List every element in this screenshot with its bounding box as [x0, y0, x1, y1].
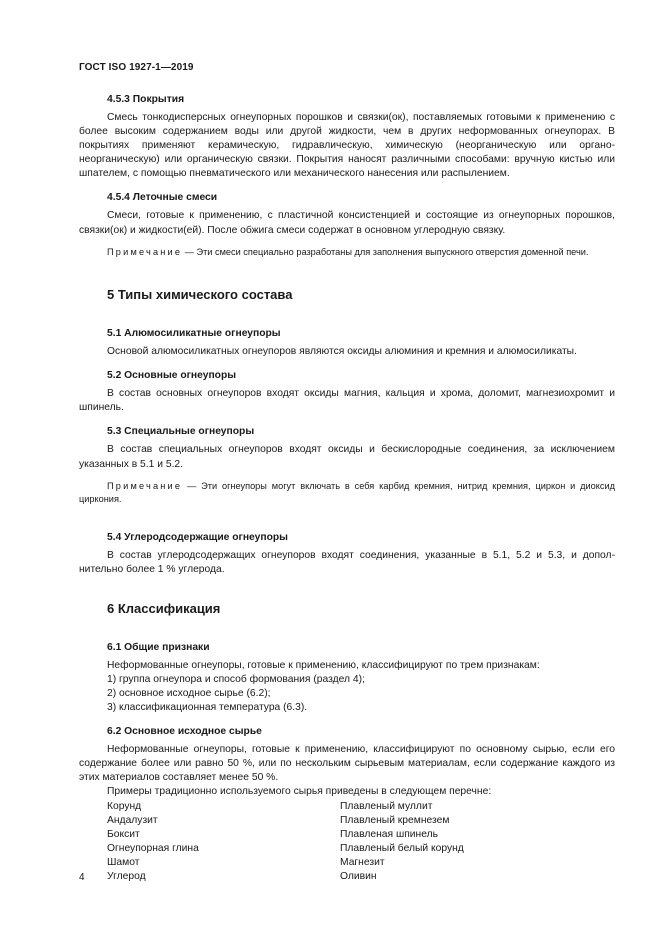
- material-right: Оливин: [340, 871, 377, 883]
- materials-row: [79, 870, 615, 884]
- heading-4-5-4: 4.5.4 Леточные смеси: [107, 192, 218, 204]
- note-text: — Эти смеси специально разработаны для заполнения выпускного отверстия доменной печи.: [182, 246, 589, 257]
- material-right: Плавленый кремнезем: [340, 814, 450, 826]
- material-left: Углерод: [107, 871, 146, 883]
- material-right: Плавленый муллит: [340, 800, 433, 812]
- note-5-3: [79, 480, 615, 507]
- list-item: 3) классификационная температура (6.3).: [107, 702, 308, 714]
- material-left: Боксит: [107, 828, 140, 840]
- heading-4-5-3: 4.5.3 Покрытия: [107, 94, 185, 105]
- note-text: — Эти огнеупоры могут включать в себя карбид кремния, нитрид кремния, циркон и диоксид циркония.: [79, 480, 615, 505]
- list-item: 2) основное исходное сырье (6.2);: [107, 688, 271, 699]
- page-number: 4: [79, 872, 85, 883]
- page-content: [79, 93, 615, 884]
- material-right: Магнезит: [340, 856, 385, 868]
- heading-5-4: 5.4 Углеродсодержащие огнеупоры: [107, 531, 288, 543]
- material-right: Плавленый белый корунд: [340, 842, 464, 854]
- paragraph-5-1: Основой алюмосиликатных огнеупоров являются оксиды алюминия и кремния и алюмосиликаты.: [107, 346, 577, 358]
- material-left: Огнеупорная глина: [107, 842, 199, 854]
- paragraph-5-2: В состав основных огнеупоров входят оксиды магния, кальция и хрома, доломит, магнезиохромит и шпинель.: [79, 388, 615, 414]
- section-6-title: 6 Классификация: [107, 600, 221, 616]
- heading-5-3: 5.3 Специальные огнеупоры: [107, 426, 255, 438]
- examples-intro: Примеры традиционно используемого сырья приведены в следующем перечне:: [107, 786, 492, 798]
- note-4-5-4: [79, 246, 615, 260]
- paragraph-5-4: В состав углеродсодержащих огнеупоров входят соединения, указанные в 5.1, 5.2 и 5.3, и дополнительно более 1 % углерода.: [79, 549, 615, 575]
- heading-6-2: 6.2 Основное исходное сырье: [107, 726, 262, 738]
- note-label: Примечание: [107, 246, 183, 257]
- paragraph-4-5-4: Смеси, готовые к применению, с пластичной консистенцией и состоящие из огнеупорных порошков, связки(ок) и жидкости(ей). После обжига смеси содержат в основном углеродную связку.: [79, 210, 615, 236]
- paragraph-4-5-3: Смесь тонкодисперсных огнеупорных порошков и связки(ок), поставляемых готовыми к применению с более высоким содержанием воды или другой жидкости, чем в других неформованных огнеупорах. В покрытиях применяют керамическую, гидравлическую, химическую (неорганическую или органонеорганическую) или органическую связки. Покрытия наносят различными способами: вручную кистью или шпателем, с помощью пневматического или механического нанесения или распылением.: [79, 112, 615, 180]
- note-label: Примечание: [107, 480, 183, 491]
- section-5-title: 5 Типы химического состава: [107, 287, 293, 303]
- heading-5-1: 5.1 Алюмосиликатные огнеупоры: [107, 328, 281, 340]
- heading-6-1: 6.1 Общие признаки: [107, 641, 210, 653]
- materials-row: [79, 856, 615, 870]
- materials-row: [79, 800, 615, 814]
- document-header: ГОСТ ISO 1927-1—2019: [79, 62, 194, 73]
- material-right: Плавленая шпинель: [340, 828, 438, 840]
- paragraph-6-1: Неформованные огнеупоры, готовые к применению, классифицируют по трем признакам:: [107, 659, 540, 671]
- paragraph-5-3: В состав специальных огнеупоров входят оксиды и бескислородные соединения, за исключением указанных в 5.1 и 5.2.: [79, 444, 615, 470]
- materials-row: [79, 828, 615, 842]
- materials-row: [79, 842, 615, 856]
- heading-5-2: 5.2 Основные огнеупоры: [107, 370, 237, 382]
- list-item: 1) группа огнеупора и способ формования (раздел 4);: [107, 673, 365, 685]
- paragraph-6-2: Неформованные огнеупоры, готовые к применению, классифицируют по основному сырью, если его содержание более или равно 50 %, или по нескольким сырьевым материалам, если содержание каждого из этих материалов составляет менее 50 %.: [79, 744, 615, 784]
- material-left: Шамот: [107, 856, 140, 868]
- materials-row: [79, 814, 615, 828]
- material-left: Корунд: [107, 800, 142, 812]
- material-left: Андалузит: [107, 814, 158, 826]
